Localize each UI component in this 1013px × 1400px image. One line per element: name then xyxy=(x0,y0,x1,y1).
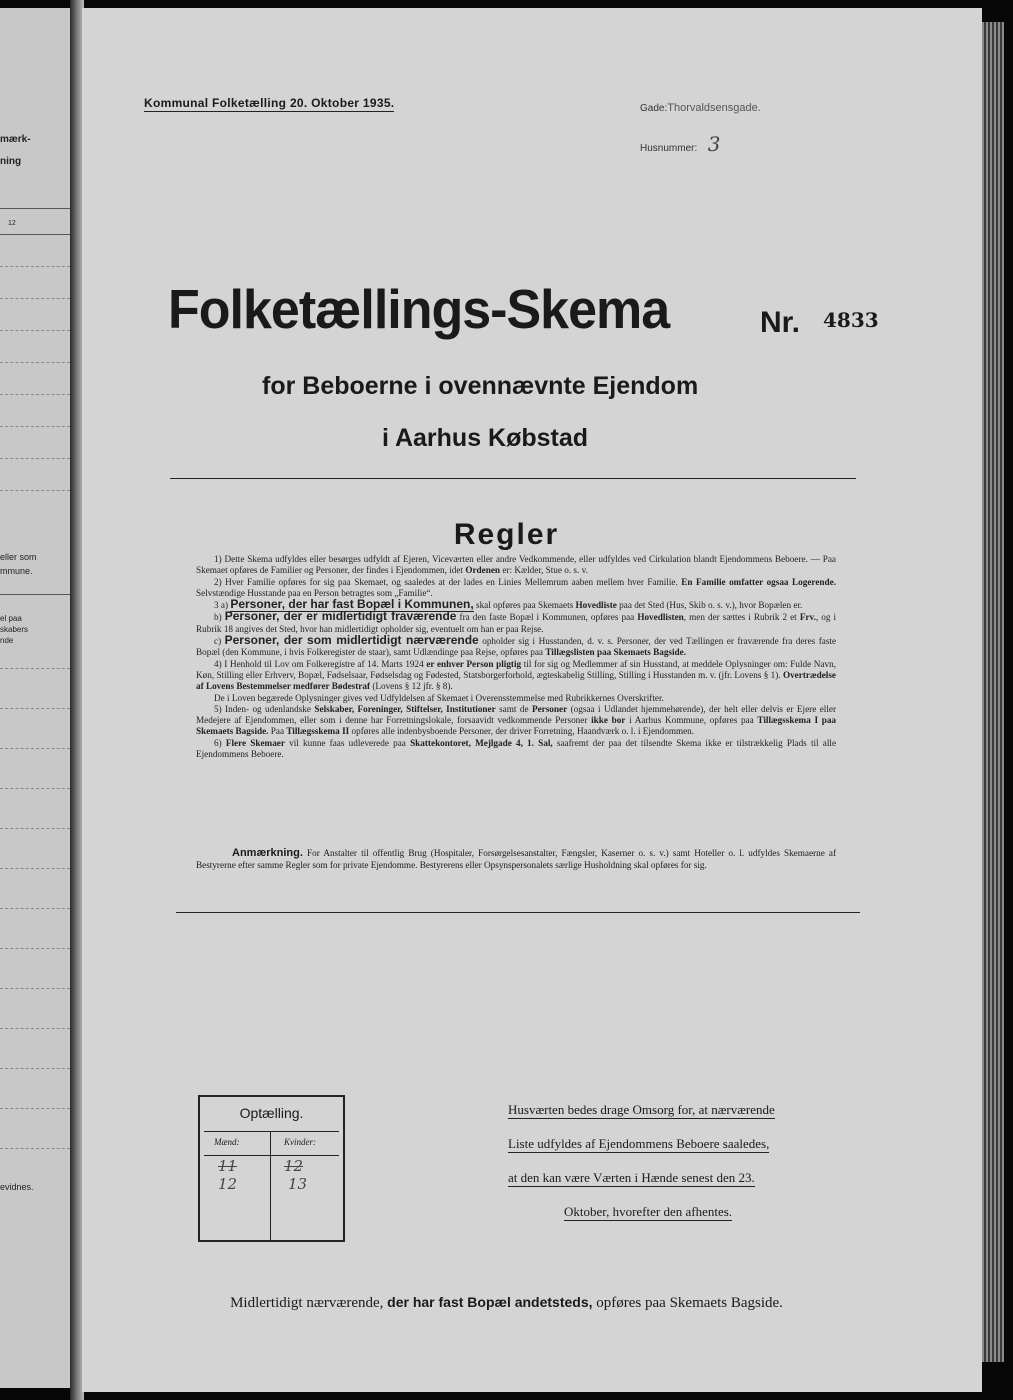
street-value: Thorvaldsensgade. xyxy=(667,102,761,114)
left-dotted-line xyxy=(0,362,70,363)
footer-bold-text: der har fast Bopæl andetsteds, xyxy=(387,1294,593,1310)
notice-line: Oktober, hvorefter den afhentes. xyxy=(564,1204,733,1219)
left-fragment-text: skabers xyxy=(0,625,29,634)
form-number-label: Nr. xyxy=(760,306,801,339)
women-count: 13 xyxy=(288,1175,308,1193)
rule-1: 1) Dette Skema udfyldes eller besørges udfyldt af Ejeren, Viceværten eller andre Vedkommende, eller udfyldes ved Cirkulation blandt Ejendommens Beboere. — Paa Skemaet opføres de Familier og Personer, der findes i Ejendommen, idet Ordenen er: Kælder, Stue o. s. v. xyxy=(196,554,836,576)
left-fragment-text: mærk- xyxy=(0,134,31,145)
left-dotted-line xyxy=(0,298,70,299)
street-field xyxy=(640,98,761,116)
rule-3b: b) Personer, der er midlertidigt fraværende fra den faste Bopæl i Kommunen, opføres paa Hovedlisten, men der sættes i Rubrik 2 et Frv., og i Rubrik 18 angives det Sted, hvor han midlertidigt opholder sig, eventuelt om han er paa Rejse. xyxy=(196,609,837,634)
count-box-title: Optælling. xyxy=(239,1105,304,1121)
rule-5: 5) Inden- og udenlandske Selskaber, Foreninger, Stiftelser, Institutioner samt de Personer (ogsaa i Udlandet hjemmehørende), der helt eller delvis er Ejere eller Medejere af Ejendommen, eller som i denne har Forretningslokale, forsaavidt vedkommende Personer ikke bor i Aarhus Kommune, opføres paa Tillægsskema I paa Skemaets Bagside. Paa Tillægsskema II opføres alle indenbysboende Personer, der driver Forretning, Haandværk o. l. i Ejendommen. xyxy=(196,703,837,737)
left-rule xyxy=(0,208,70,209)
footer-text: Midlertidigt nærværende, xyxy=(230,1295,384,1311)
left-dotted-line xyxy=(0,828,70,829)
house-number-field xyxy=(640,132,720,156)
house-number-value: 3 xyxy=(707,132,721,156)
count-box-rule xyxy=(204,1155,339,1156)
left-fragment-text: eller som xyxy=(0,552,37,562)
divider xyxy=(176,912,860,913)
divider xyxy=(170,478,856,479)
men-label: Mænd: xyxy=(214,1137,240,1147)
women-label: Kvinder: xyxy=(284,1137,316,1147)
men-count: 12 xyxy=(218,1175,238,1193)
left-dotted-line xyxy=(0,426,70,427)
count-box-divider xyxy=(270,1131,271,1240)
rule-4: 4) I Henhold til Lov om Folkeregistre af 14. Marts 1924 er enhver Person pligtig til for sig og Medlemmer af sin Husstand, at meddele Oplysninger om: Fulde Navn, Køn, Stilling eller Erhverv, Bopæl, Fødselsaar, Fødselsdag og Fødested, Statsborgerforhold, ægteskabelig Stilling, Stilling i Husstanden m. v. (jfr. Lovens § 1). Overtrædelse af Lovens Bestemmelser medfører Bødestraf (Lovens § 12 jfr. § 8). xyxy=(196,658,837,692)
left-fragment-text: ning xyxy=(0,156,22,167)
notice-line: at den kan være Værten i Hænde senest den 23. xyxy=(508,1170,755,1185)
left-dotted-line xyxy=(0,394,70,395)
left-dotted-line xyxy=(0,1068,70,1069)
left-dotted-line xyxy=(0,330,70,331)
footer-text: opføres paa Skemaets Bagside. xyxy=(596,1295,783,1311)
left-rule xyxy=(0,234,70,235)
left-fragment-text: evidnes. xyxy=(0,1182,34,1192)
census-heading: Kommunal Folketælling 20. Oktober 1935. xyxy=(144,96,395,110)
notice-line: Husværten bedes drage Omsorg for, at nærværende xyxy=(508,1102,775,1117)
left-dotted-line xyxy=(0,748,70,749)
remark xyxy=(196,848,836,871)
rule-3c: c) Personer, der som midlertidigt nærværende opholder sig i Husstanden, d. v. s. Personer, der ved Tællingen er fraværende fra deres faste Bopæl (den Kommune, i hvis Folkeregister de staar), samt Udlændinge paa Rejse, opføres paa Tillægslisten paa Skemaets Bagside. xyxy=(196,633,837,658)
notice-line: Liste udfyldes af Ejendommens Beboere saaledes, xyxy=(508,1136,770,1151)
form-subtitle: for Beboerne i ovennævnte Ejendom xyxy=(262,372,699,400)
form-title: Folketællings-Skema xyxy=(168,279,670,341)
left-dotted-line xyxy=(0,266,70,267)
form-number: 4833 xyxy=(823,308,879,332)
left-rule xyxy=(0,594,70,595)
left-fragment-text: nde xyxy=(0,636,14,645)
street-label: Gade: xyxy=(640,103,668,114)
rule-3a: 3 a) Personer, der har fast Bopæl i Kommunen, skal opføres paa Skemaets Hovedliste paa det Sted (Hus, Skib o. s. v.), hvor Bopælen er. xyxy=(214,597,803,612)
rules-text xyxy=(196,554,836,760)
left-dotted-line xyxy=(0,668,70,669)
left-dotted-line xyxy=(0,908,70,909)
count-box-rule xyxy=(204,1131,339,1132)
left-fragment-text: el paa xyxy=(0,614,22,623)
form-subtitle-city: i Aarhus Købstad xyxy=(382,424,589,452)
left-dotted-line xyxy=(0,788,70,789)
house-number-label: Husnummer: xyxy=(640,143,698,154)
left-dotted-line xyxy=(0,708,70,709)
left-dotted-line xyxy=(0,458,70,459)
rule-4b: De i Loven begærede Oplysninger gives ved Udfyldelsen af Skemaet i Overensstemmelse med Rubrikkernes Overskrifter. xyxy=(214,692,664,703)
men-count-struck: 11 xyxy=(218,1157,238,1175)
page-edges xyxy=(982,22,1004,1362)
women-count-struck: 12 xyxy=(284,1157,304,1175)
remark-text: For Anstalter til offentlig Brug (Hospitaler, Forsørgelsesanstalter, Fængsler, Kaserner o. s. v.) samt Hoteller o. l. udfyldes Skemaerne af Bestyrerne efter samme Regler som for private Ejendomme. Bestyrerens eller Opsynspersonalets særlige Husholdning skal opføres for sig. xyxy=(196,848,836,870)
remark-label: Anmærkning. xyxy=(232,847,303,859)
left-fragment-text: 12 xyxy=(8,220,16,227)
left-dotted-line xyxy=(0,1028,70,1029)
left-dotted-line xyxy=(0,948,70,949)
left-page-fragment xyxy=(0,8,72,1388)
left-dotted-line xyxy=(0,988,70,989)
footer-note xyxy=(0,1294,1013,1312)
rules-heading: Regler xyxy=(453,518,560,551)
left-dotted-line xyxy=(0,868,70,869)
rule-2: 2) Hver Familie opføres for sig paa Skemaet, og saaledes at der lades en Linies Mellemrum aaben mellem hver Familie. En Familie omfatter ogsaa Logerende. Selvstændige Husstande paa en Person betragtes som „Familie“. xyxy=(196,576,836,598)
left-fragment-text: mmune. xyxy=(0,566,33,576)
left-dotted-line xyxy=(0,1108,70,1109)
rule-6: 6) Flere Skemaer vil kunne faas udleverede paa Skattekontoret, Mejlgade 4, 1. Sal, saafremt der paa det tilsendte Skema ikke er tilstrækkelig Plads til alle Ejendommens Beboere. xyxy=(196,737,837,760)
left-dotted-line xyxy=(0,1148,70,1149)
left-dotted-line xyxy=(0,490,70,491)
count-box xyxy=(198,1095,345,1242)
